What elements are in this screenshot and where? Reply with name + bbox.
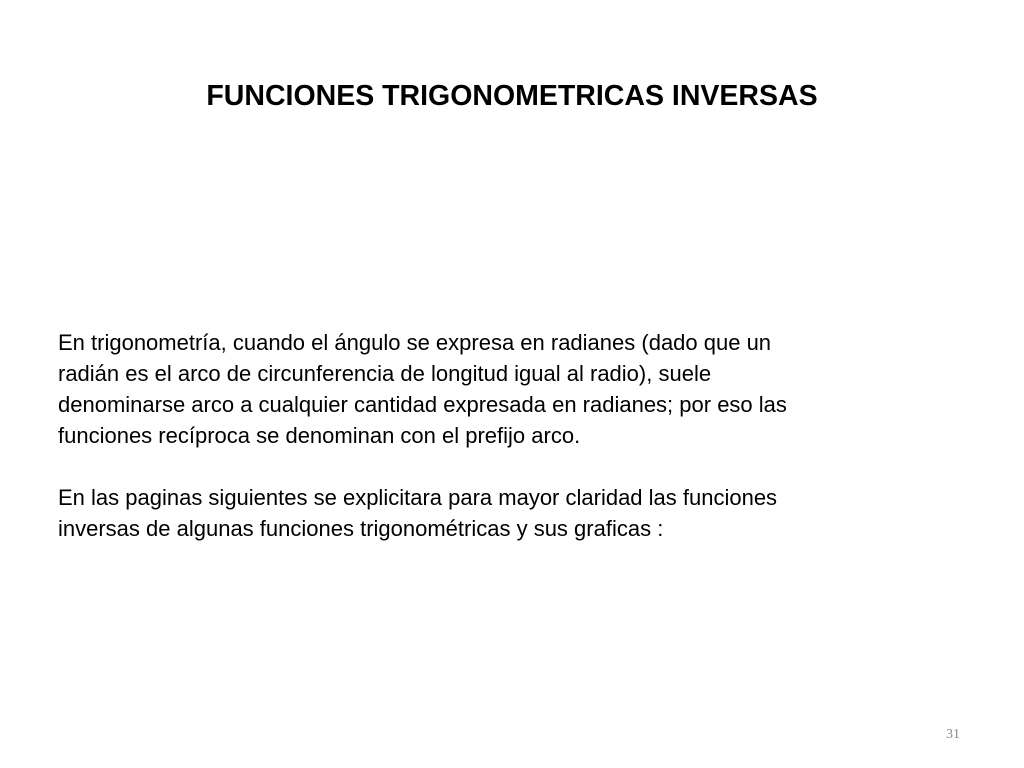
page-number: 31 [946,727,960,742]
body-paragraph-definition: En trigonometría, cuando el ángulo se expresa en radianes (dado que un radián es el arco de circunferencia de longitud igual al radio), suele denominarse arco a cualquier cantidad expresada en radianes; por eso las funciones recíproca se denominan con el prefijo arco. [58,330,787,448]
slide-title: FUNCIONES TRIGONOMETRICAS INVERSAS [206,80,818,112]
slide-body [58,327,958,544]
body-paragraph-intro: En las paginas siguientes se explicitara para mayor claridad las funciones inversas de algunas funciones trigonométricas y sus graficas : [58,485,778,541]
